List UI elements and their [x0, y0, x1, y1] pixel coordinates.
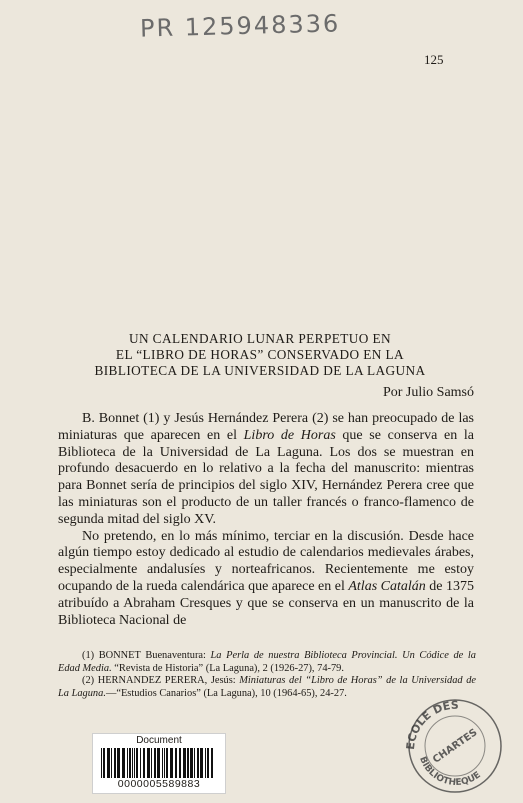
barcode-bar: [136, 748, 138, 778]
barcode-bar: [190, 748, 193, 778]
barcode-bar: [205, 748, 206, 778]
title-line: UN CALENDARIO LUNAR PERPETUO EN: [128, 331, 392, 346]
handwritten-call-number: PR 125948336: [139, 9, 341, 43]
barcode-label: [92, 733, 226, 794]
barcode-bar: [162, 748, 163, 778]
barcode-bar: [103, 748, 105, 778]
barcode-bar: [207, 748, 209, 778]
footnote-text: “Revista de Historia” (La Laguna), 2 (1926-27), 74-79.: [111, 662, 344, 674]
footnote: [58, 650, 476, 675]
barcode-bar: [101, 748, 102, 778]
barcode-bar: [200, 748, 203, 778]
footnote-text: —“Estudios Canarios” (La Laguna), 10 (1964-65), 24-27.: [105, 687, 347, 699]
barcode-bar: [129, 748, 131, 778]
stamp-bottom-text: BIBLIOTHEQUE: [417, 755, 483, 789]
barcode-bar: [147, 748, 150, 778]
barcode-bar: [157, 748, 160, 778]
barcode-title: Document: [136, 735, 182, 746]
stamp-top-text: ECOLE DES: [403, 698, 459, 751]
body-paragraph: [58, 411, 474, 529]
barcode-bar: [114, 748, 116, 778]
paragraph-text: B. Bonnet (1) y Jesús Hernández Perera (2) se han preocupado de las miniaturas que aparecen en el: [58, 411, 474, 443]
barcode-bar: [132, 748, 133, 778]
footnote-italic: Miniaturas del “Libro de Horas” de la Universidad de La Laguna.: [58, 675, 476, 699]
italic-title: Libro de Horas: [243, 427, 336, 443]
barcode-bar: [127, 748, 128, 778]
barcode-bar: [117, 748, 120, 778]
barcode-bar: [164, 748, 165, 778]
footnote-text: (2) HERNANDEZ PERERA, Jesús:: [82, 675, 240, 686]
barcode-bar: [154, 748, 156, 778]
paragraph-text: No pretendo, en lo más mínimo, terciar en la discusión. Desde hace algún tiempo estoy dedicado al estudio de calendarios medievales árabes, especialmente andalusíes y norteafricanos. Recientemente me estoy ocupando de la rueda calendárica que aparece en el: [58, 528, 474, 594]
footnote-italic: La Perla de nuestra Biblioteca Provincial. Un Códice de la Edad Media.: [58, 650, 476, 674]
barcode-bar: [166, 748, 168, 778]
barcode-bar: [143, 748, 145, 778]
paragraph-text: que se conserva en la Biblioteca de la Universidad de La Laguna. Los dos se muestran en profundo desacuerdo en lo relativo a la fecha del manuscrito: mientras para Bonnet sería de principios del siglo XIV, Hernández Perera cree que las miniaturas son el producto de un taller francés o franco-flamenco de segunda mitad del siglo XV.: [58, 427, 475, 527]
footnote-text: (1) BONNET Buenaventura:: [82, 650, 211, 661]
barcode-bar: [211, 748, 213, 778]
barcode-bar: [170, 748, 173, 778]
barcode-bar: [183, 748, 186, 778]
barcode-number: 0000005589883: [117, 778, 201, 790]
title-line: EL “LIBRO DE HORAS” CONSERVADO EN LA: [115, 347, 405, 362]
barcode-bar: [111, 748, 112, 778]
barcode-icon: [99, 748, 219, 778]
title-line: BIBLIOTECA DE LA UNIVERSIDAD DE LA LAGUNA: [94, 363, 426, 378]
barcode-bar: [179, 748, 181, 778]
library-stamp-icon: [400, 688, 510, 798]
barcode-bar: [122, 748, 125, 778]
stamp-middle-text: CHARTES: [431, 727, 480, 766]
article-body: [58, 411, 474, 629]
barcode-bar: [197, 748, 199, 778]
barcode-bar: [134, 748, 135, 778]
body-paragraph: [58, 529, 474, 630]
author-byline: Por Julio Samsó: [382, 385, 474, 400]
page-number: 125: [424, 52, 444, 67]
paragraph-text: de 1375 atribuído a Abraham Cresques y que se conserva en un manuscrito de la Biblioteca Nacional de: [58, 578, 474, 628]
barcode-bar: [187, 748, 189, 778]
barcode-bar: [140, 748, 141, 778]
italic-title: Atlas Catalán: [348, 578, 426, 594]
article-title: [40, 331, 480, 379]
barcode-bar: [175, 748, 177, 778]
barcode-bar: [194, 748, 195, 778]
barcode-bar: [107, 748, 110, 778]
stamp-svg: [400, 688, 510, 798]
barcode-bar: [151, 748, 152, 778]
